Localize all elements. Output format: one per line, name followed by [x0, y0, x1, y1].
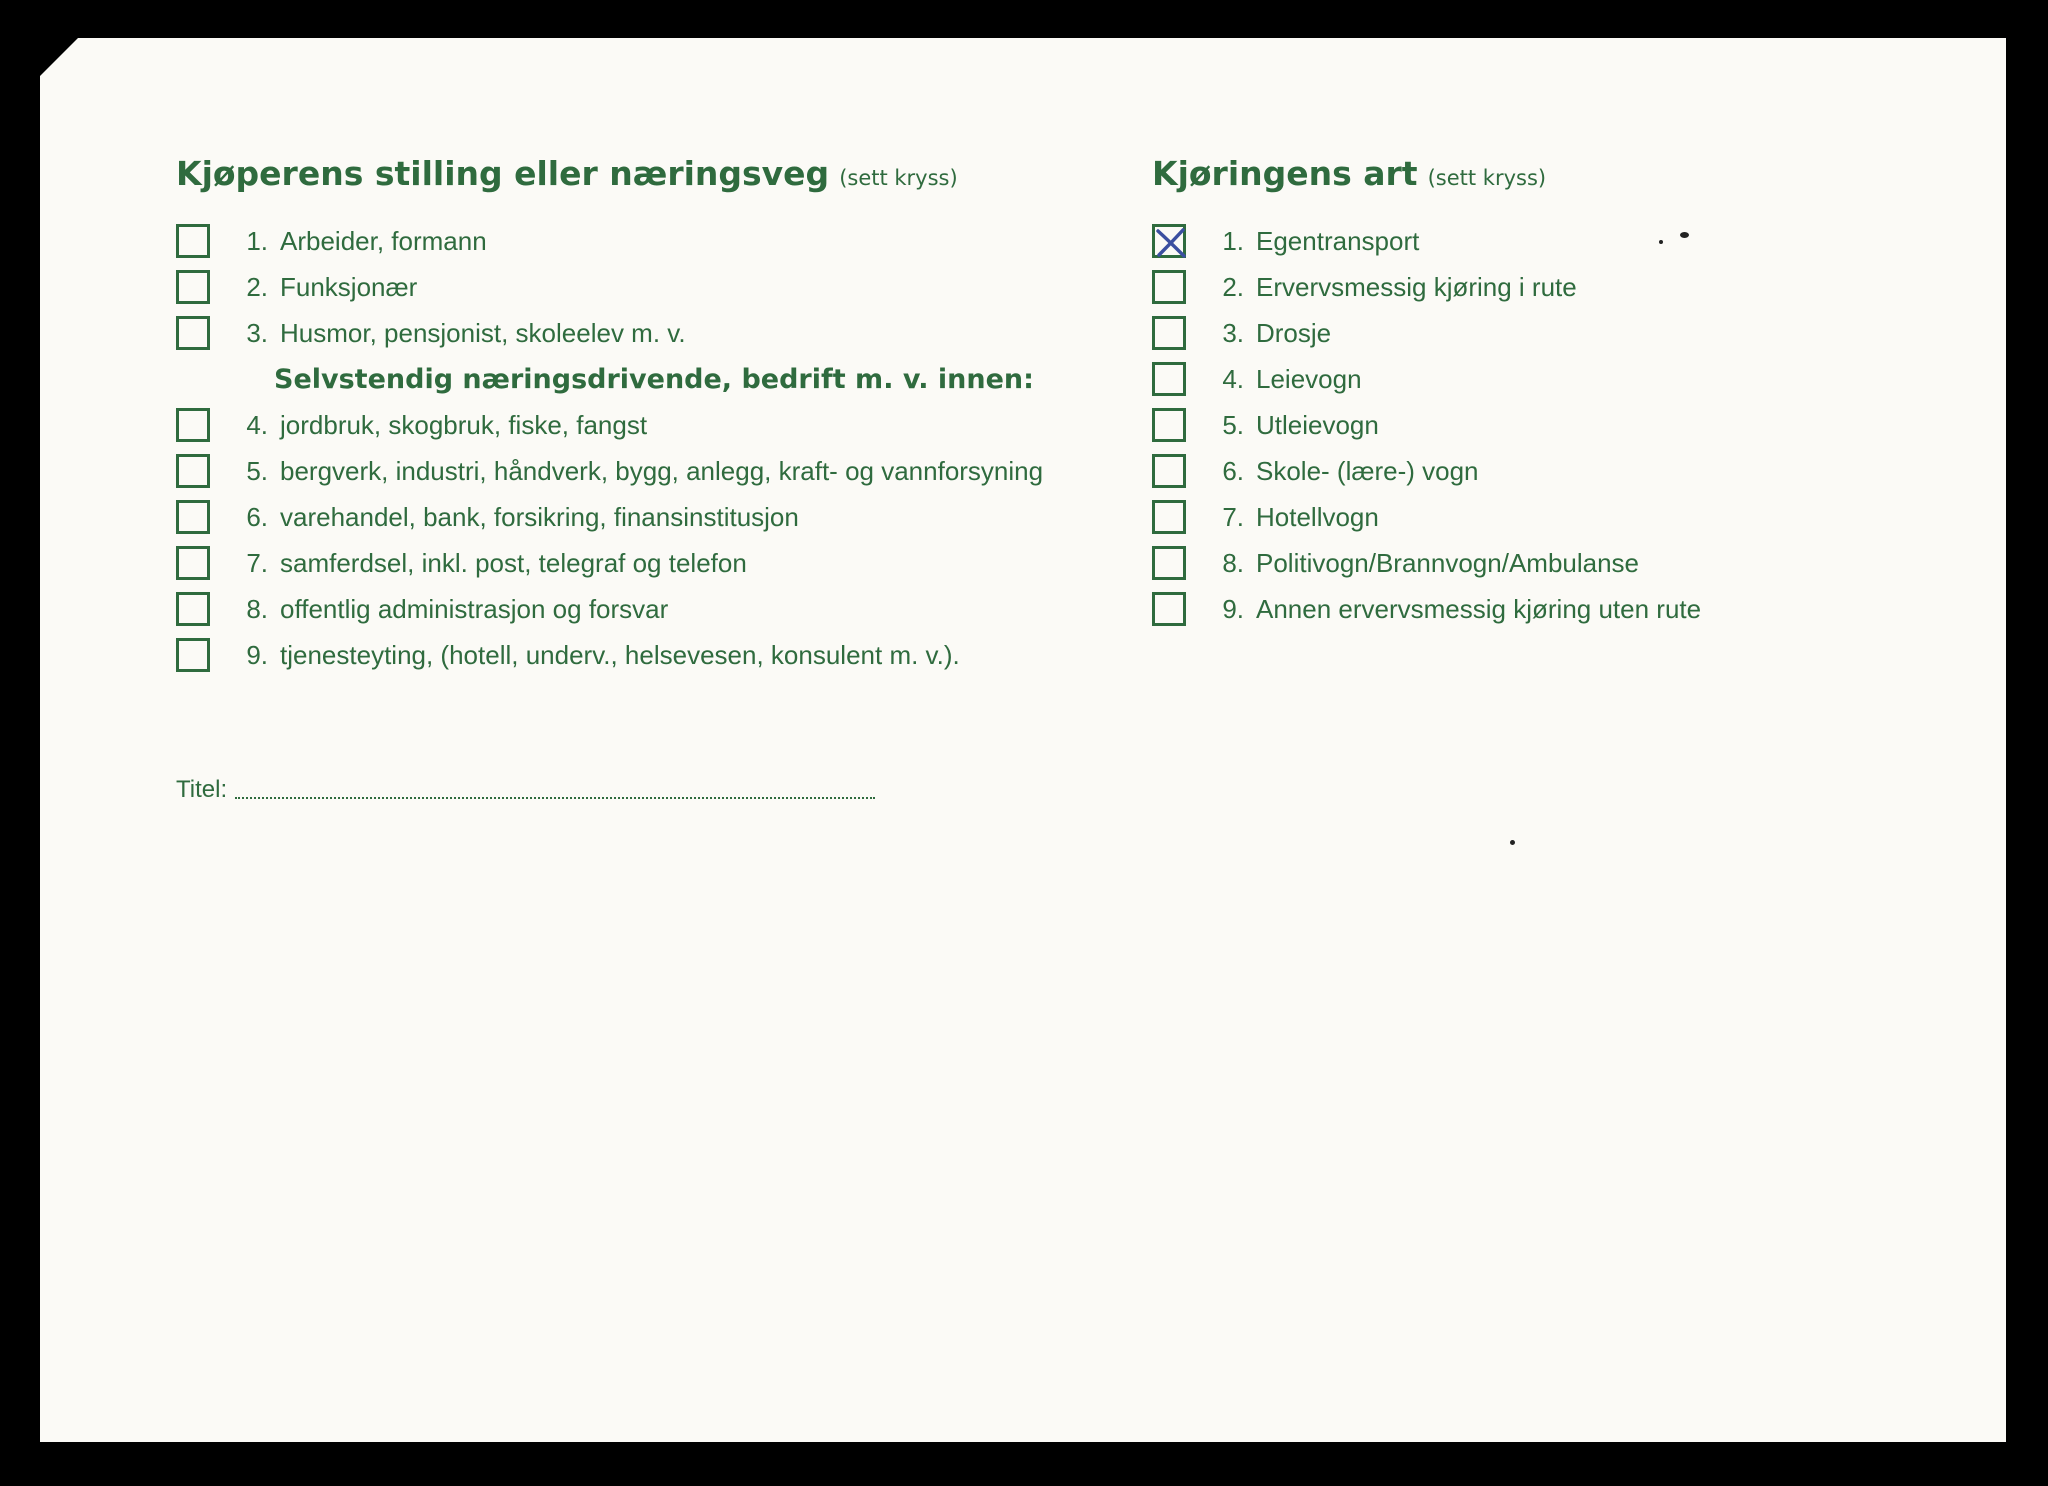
self-employed-subheading: Selvstendig næringsdrivende, bedrift m. v. innen: [274, 363, 1034, 395]
occupation-item [176, 402, 1043, 448]
occupation-checkbox[interactable] [176, 316, 210, 350]
driving-type-heading [1152, 148, 1701, 200]
occupation-item-number: 9. [246, 639, 268, 670]
buyer-occupation-list [176, 218, 1043, 678]
driving-type-item [1152, 310, 1701, 356]
driving-type-item-label: Ervervsmessig kjøring i rute [1256, 271, 1577, 302]
occupation-checkbox[interactable] [176, 592, 210, 626]
driving-type-item-label: Skole- (lære-) vogn [1256, 455, 1479, 486]
buyer-occupation-section [176, 148, 1043, 678]
driving-type-item [1152, 356, 1701, 402]
occupation-checkbox[interactable] [176, 454, 210, 488]
driving-type-hint: (sett kryss) [1427, 166, 1547, 190]
driving-type-item [1152, 448, 1701, 494]
driving-type-checkbox[interactable] [1152, 500, 1186, 534]
driving-type-section [1152, 148, 1701, 632]
form-sheet [40, 38, 2006, 1442]
paper-speck [1659, 240, 1663, 244]
driving-type-item-number: 7. [1222, 501, 1244, 532]
driving-type-item-label: Annen ervervsmessig kjøring uten rute [1256, 593, 1702, 624]
occupation-item-number: 1. [246, 225, 268, 256]
driving-type-checkbox[interactable] [1152, 592, 1186, 626]
occupation-item-number: 6. [246, 501, 268, 532]
occupation-item-label: samferdsel, inkl. post, telegraf og telefon [280, 547, 747, 578]
titel-dotted-line[interactable] [235, 797, 875, 799]
driving-type-item-label: Drosje [1256, 317, 1332, 348]
check-cross-icon [1153, 225, 1189, 261]
driving-type-checkbox[interactable] [1152, 546, 1186, 580]
paper-speck [1510, 840, 1515, 845]
occupation-item [176, 448, 1043, 494]
driving-type-checkbox[interactable] [1152, 408, 1186, 442]
driving-type-item [1152, 540, 1701, 586]
occupation-item-label: jordbruk, skogbruk, fiske, fangst [280, 409, 648, 440]
occupation-checkbox[interactable] [176, 224, 210, 258]
driving-type-item-number: 8. [1222, 547, 1244, 578]
titel-field[interactable] [176, 776, 875, 804]
occupation-item-number: 2. [246, 271, 268, 302]
driving-type-checkbox[interactable] [1152, 270, 1186, 304]
driving-type-item-label: Egentransport [1256, 225, 1420, 256]
paper-speck [1680, 232, 1689, 238]
driving-type-checkbox[interactable] [1152, 316, 1186, 350]
driving-type-item [1152, 586, 1701, 632]
occupation-item-number: 5. [246, 455, 268, 486]
buyer-occupation-hint: (sett kryss) [839, 166, 958, 190]
folded-corner [40, 38, 78, 76]
driving-type-item-label: Politivogn/Brannvogn/Ambulanse [1256, 547, 1640, 578]
occupation-item-label: bergverk, industri, håndverk, bygg, anlegg, kraft- og vannforsyning [280, 455, 1044, 486]
occupation-item-label: Husmor, pensjonist, skoleelev m. v. [280, 317, 686, 348]
occupation-item-label: Funksjonær [280, 271, 418, 302]
occupation-item [176, 310, 1043, 356]
driving-type-item [1152, 264, 1701, 310]
occupation-item-label: offentlig administrasjon og forsvar [280, 593, 669, 624]
driving-type-item-number: 6. [1222, 455, 1244, 486]
driving-type-list [1152, 218, 1701, 632]
occupation-item-label: Arbeider, formann [280, 225, 487, 256]
occupation-checkbox[interactable] [176, 638, 210, 672]
driving-type-item-number: 4. [1222, 363, 1244, 394]
occupation-item [176, 218, 1043, 264]
occupation-item-number: 4. [246, 409, 268, 440]
driving-type-item-label: Hotellvogn [1256, 501, 1379, 532]
driving-type-item [1152, 494, 1701, 540]
driving-type-item-number: 1. [1222, 225, 1244, 256]
occupation-checkbox[interactable] [176, 546, 210, 580]
occupation-item-number: 8. [246, 593, 268, 624]
driving-type-item [1152, 218, 1701, 264]
occupation-item-number: 3. [246, 317, 268, 348]
occupation-checkbox[interactable] [176, 408, 210, 442]
occupation-item-number: 7. [246, 547, 268, 578]
occupation-item [176, 264, 1043, 310]
driving-type-title: Kjøringens art [1152, 154, 1418, 193]
driving-type-item-label: Utleievogn [1256, 409, 1379, 440]
occupation-item [176, 494, 1043, 540]
driving-type-checkbox[interactable] [1152, 224, 1186, 258]
occupation-checkbox[interactable] [176, 500, 210, 534]
occupation-item [176, 540, 1043, 586]
driving-type-item-number: 5. [1222, 409, 1244, 440]
driving-type-item-number: 2. [1222, 271, 1244, 302]
driving-type-item [1152, 402, 1701, 448]
occupation-item-label: tjenesteyting, (hotell, underv., helsevesen, konsulent m. v.). [280, 639, 960, 670]
driving-type-checkbox[interactable] [1152, 454, 1186, 488]
driving-type-item-number: 3. [1222, 317, 1244, 348]
occupation-checkbox[interactable] [176, 270, 210, 304]
driving-type-item-label: Leievogn [1256, 363, 1362, 394]
occupation-item [176, 632, 1043, 678]
titel-label: Titel: [176, 776, 228, 803]
buyer-occupation-heading [176, 148, 1043, 200]
driving-type-item-number: 9. [1222, 593, 1244, 624]
occupation-item-label: varehandel, bank, forsikring, finansinstitusjon [280, 501, 799, 532]
buyer-occupation-title: Kjøperens stilling eller næringsveg [176, 154, 830, 193]
occupation-item [176, 586, 1043, 632]
driving-type-checkbox[interactable] [1152, 362, 1186, 396]
